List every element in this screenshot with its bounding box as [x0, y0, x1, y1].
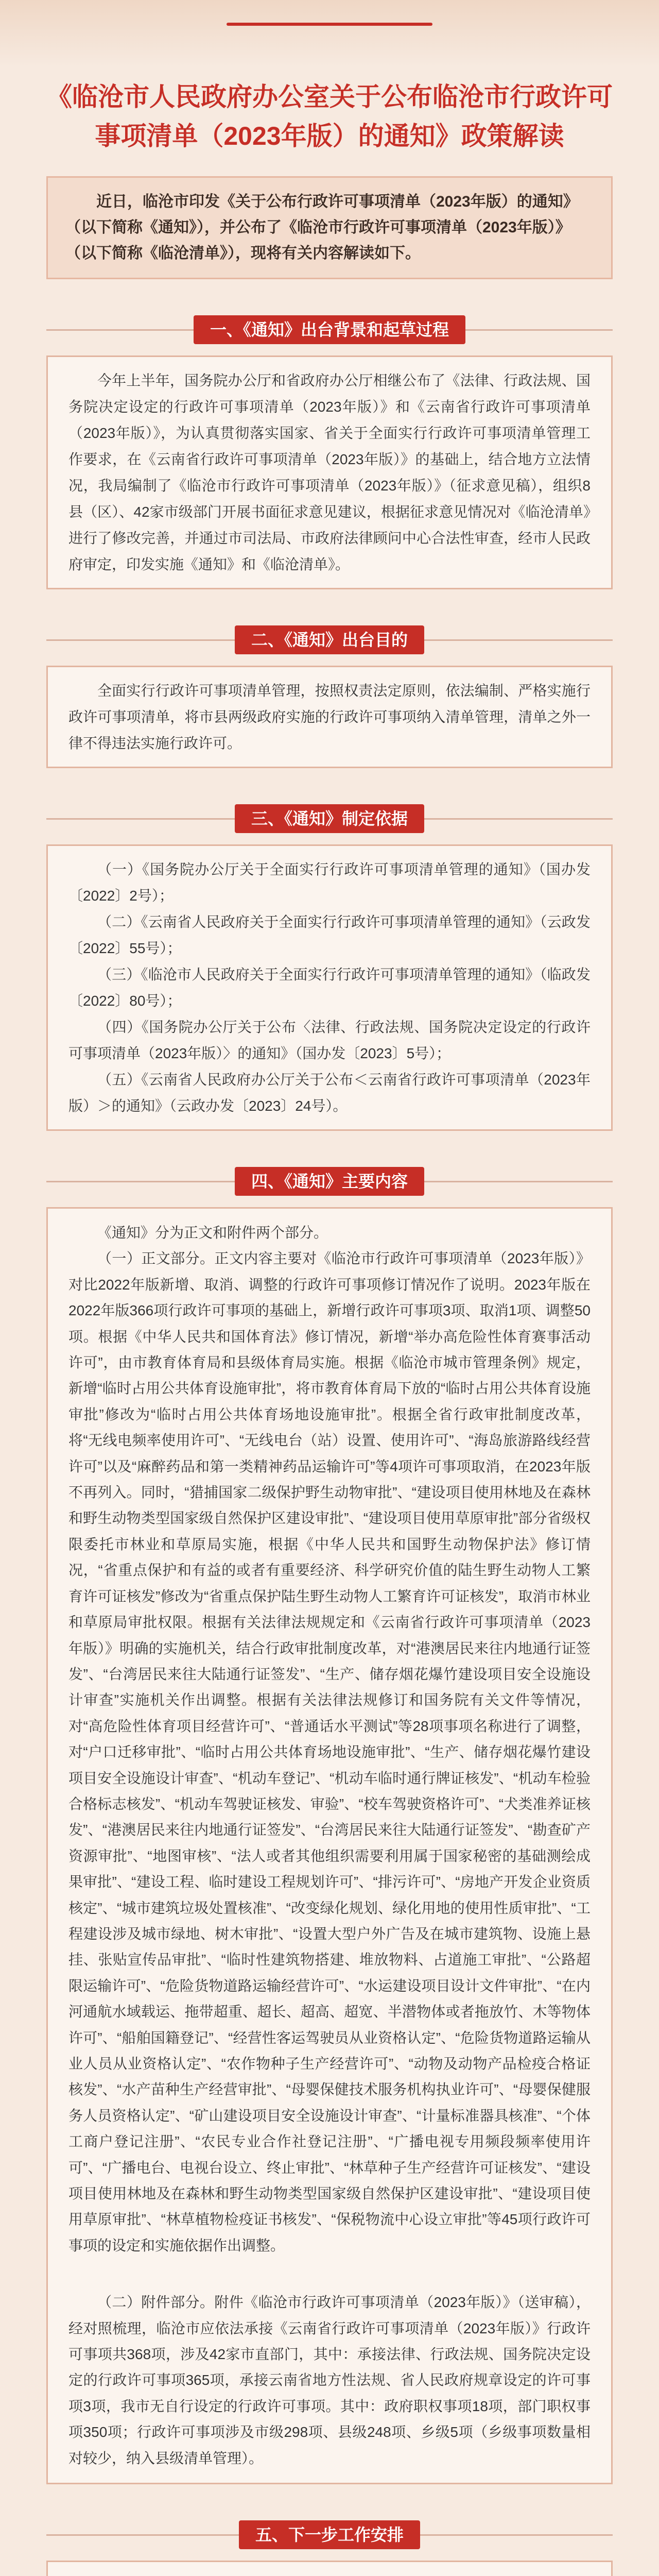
paragraph: （一）正文部分。正文内容主要对《临沧市行政许可事项清单（2023年版）》对比2022年版新增、取消、调整的行政许可事项修订情况作了说明。2023年版在2022年版366项行政许可事项的基础上，新增行政许可事项3项、取消1项、调整50项。根据《中华人民共和国体育法》修订情况，新增“举办高危险性体育赛事活动许可”，由市教育体育局和县级体育局实施。根据《临沧市城市管理条例》规定，新增“临时占用公共体育设施审批”，将市教育体育局下放的“临时占用公共体育设施审批”修改为“临时占用公共体育场地设施审批”。根据全省行政审批制度改革，将“无线电频率使用许可”、“无线电台（站）设置、使用许可”、“海岛旅游路线经营许可”以及“麻醉药品和第一类精神药品运输许可”等4项许可事项取消，在2023年版不再列入。同时，“猎捕国家二级保护野生动物审批”、“建设项目使用林地及在森林和野生动物类型国家级自然保护区建设审批”、“建设项目使用草原审批”部分省级权限委托市林业和草原局实施，根据《中华人民共和国野生动物保护法》修订情况，“省重点保护和有益的或者有重要经济、科学研究价值的陆生野生动物人工繁育许可证核发”修改为“省重点保护陆生野生动物人工繁育许可证核发”，取消市林业和草原局审批权限。根据有关法律法规规定和《云南省行政许可事项清单（2023年版）》明确的实施机关，结合行政审批制度改革，对“港澳居民来往内地通行证签发”、“台湾居民来往大陆通行证签发”、“生产、储存烟花爆竹建设项目安全设施设计审查”实施机关作出调整。根据有关法律法规修订和国务院有关文件等情况，对“高危险性体育项目经营许可”、“普通话水平测试”等28项事项名称进行了调整，对“户口迁移审批”、“临时占用公共体育场地设施审批”、“生产、储存烟花爆竹建设项目安全设施设计审查”、“机动车登记”、“机动车临时通行牌证核发”、“机动车检验合格标志核发”、“机动车驾驶证核发、审验”、“校车驾驶资格许可”、“犬类准养证核发”、“港澳居民来往内地通行证签发”、“台湾居民来往大陆通行证签发”、“勘查矿产资源审批”、“地图审核”、“法人或者其他组织需要利用属于国家秘密的基础测绘成果审批”、“建设工程、临时建设工程规划许可”、“排污许可”、“房地产开发企业资质核定”、“城市建筑垃圾处置核准”、“改变绿化规划、绿化用地的使用性质审批”、“工程建设涉及城市绿地、树木审批”、“设置大型户外广告及在城市建筑物、设施上悬挂、张贴宣传品审批”、“临时性建筑物搭建、堆放物料、占道施工审批”、“公路超限运输许可”、“危险货物道路运输经营许可”、“水运建设项目设计文件审批”、“在内河通航水域载运、拖带超重、超长、超高、超宽、半潜物体或者拖放竹、木等物体许可”、“船舶国籍登记”、“经营性客运驾驶员从业资格认定”、“危险货物道路运输从业人员从业资格认定”、“农作物种子生产经营许可”、“动物及动物产品检疫合格证核发”、“水产苗种生产经营审批”、“母婴保健技术服务机构执业许可”、“母婴保健服务人员资格认定”、“矿山建设项目安全设施设计审查”、“计量标准器具核准”、“个体工商户登记注册”、“农民专业合作社登记注册”、“广播电视专用频段频率使用许可”、“广播电台、电视台设立、终止审批”、“林草种子生产经营许可证核发”、“建设项目使用林地及在森林和野生动物类型国家级自然保护区建设审批”、“建设项目使用草原审批”、“林草植物检疫证书核发”、“保税物流中心设立审批”等45项行政许可事项的设定和实施依据作出调整。: [68, 1250, 591, 2253]
section-heading-bar: [46, 1167, 613, 1196]
header-decoration: [0, 0, 659, 67]
header-stripe: [227, 23, 432, 26]
basis-item: （二）《云南省人民政府关于全面实行行政许可事项清单管理的通知》（云政发〔2022〕55号）；: [68, 914, 591, 956]
basis-item: （三）《临沧市人民政府关于全面实行行政许可事项清单管理的通知》（临政发〔2022〕80号）；: [68, 967, 591, 1009]
paragraph: 全面实行行政许可事项清单管理，按照权责法定原则，依法编制、严格实施行政许可事项清单，将市县两级政府实施的行政许可事项纳入清单管理，清单之外一律不得违法实施行政许可。: [68, 683, 591, 751]
section-basis: [46, 804, 613, 1131]
intro-box: 近日，临沧市印发《关于公布行政许可事项清单（2023年版）的通知》（以下简称《通知》），并公布了《临沧市行政许可事项清单（2023年版）》（以下简称《临沧清单》），现将有关内容解读如下。: [46, 176, 613, 279]
section-main-content: [46, 1167, 613, 2484]
section-body: [46, 666, 613, 768]
paragraph: 《通知》分为正文和附件两个部分。: [97, 1225, 328, 1241]
basis-item: （五）《云南省人民政府办公厅关于公布＜云南省行政许可事项清单（2023年版）＞的通知》（云政办发〔2023〕24号）。: [68, 1072, 591, 1114]
paragraph: （二）附件部分。附件《临沧市行政许可事项清单（2023年版）》（送审稿），经对照梳理，临沧市应依法承接《云南省行政许可事项清单（2023年版）》行政许可事项共368项，涉及42家市直部门，其中：承接法律、行政法规、国务院决定设定的行政许可事项365项，承接云南省地方性法规、省人民政府规章设定的许可事项3项，我市无自行设定的行政许可事项。其中：政府职权事项18项，部门职权事项350项；行政许可事项涉及市级298项、县级248项、乡级5项（乡级事项数量相对较少，纳入县级清单管理）。: [68, 2294, 591, 2466]
section-heading: 五、下一步工作安排: [239, 2520, 420, 2549]
paragraph: [68, 2572, 591, 2576]
paragraph: 今年上半年，国务院办公厅和省政府办公厅相继公布了《法律、行政法规、国务院决定设定的行政许可事项清单（2023年版）》和《云南省行政许可事项清单（2023年版）》，为认真贯彻落实国家、省关于全面实行行政许可事项清单管理工作要求，在《云南省行政许可事项清单（2023年版）》的基础上，结合地方立法情况，我局编制了《临沧市行政许可事项清单（2023年版）》（征求意见稿），组织8县（区）、42家市级部门开展书面征求意见建议，根据征求意见情况对《临沧清单》进行了修改完善，并通过市司法局、市政府法律顾问中心合法性审查，经市人民政府审定，印发实施《通知》和《临沧清单》。: [68, 372, 591, 572]
section-heading-bar: [46, 804, 613, 833]
section-body: [46, 355, 613, 589]
section-heading-bar: [46, 2520, 613, 2549]
section-heading-bar: [46, 625, 613, 654]
basis-item: （一）《国务院办公厅关于全面实行行政许可事项清单管理的通知》（国办发〔2022〕2号）；: [68, 861, 591, 904]
section-purpose: [46, 625, 613, 768]
section-body: [46, 844, 613, 1131]
section-background: [46, 315, 613, 589]
section-heading: 一、《通知》出台背景和起草过程: [194, 315, 465, 344]
basis-item: （四）《国务院办公厅关于公布〈法律、行政法规、国务院决定设定的行政许可事项清单（2023年版）〉的通知》（国办发〔2023〕5号）；: [68, 1019, 591, 1061]
page-title: 《临沧市人民政府办公室关于公布临沧市行政许可事项清单（2023年版）的通知》政策解读: [46, 82, 613, 150]
section-body: [46, 2561, 613, 2576]
section-heading: 三、《通知》制定依据: [235, 804, 424, 833]
section-body: [46, 1207, 613, 2484]
section-next-steps: [46, 2520, 613, 2576]
section-heading: 四、《通知》主要内容: [235, 1167, 424, 1196]
section-heading-bar: [46, 315, 613, 344]
section-heading: 二、《通知》出台目的: [235, 625, 424, 654]
